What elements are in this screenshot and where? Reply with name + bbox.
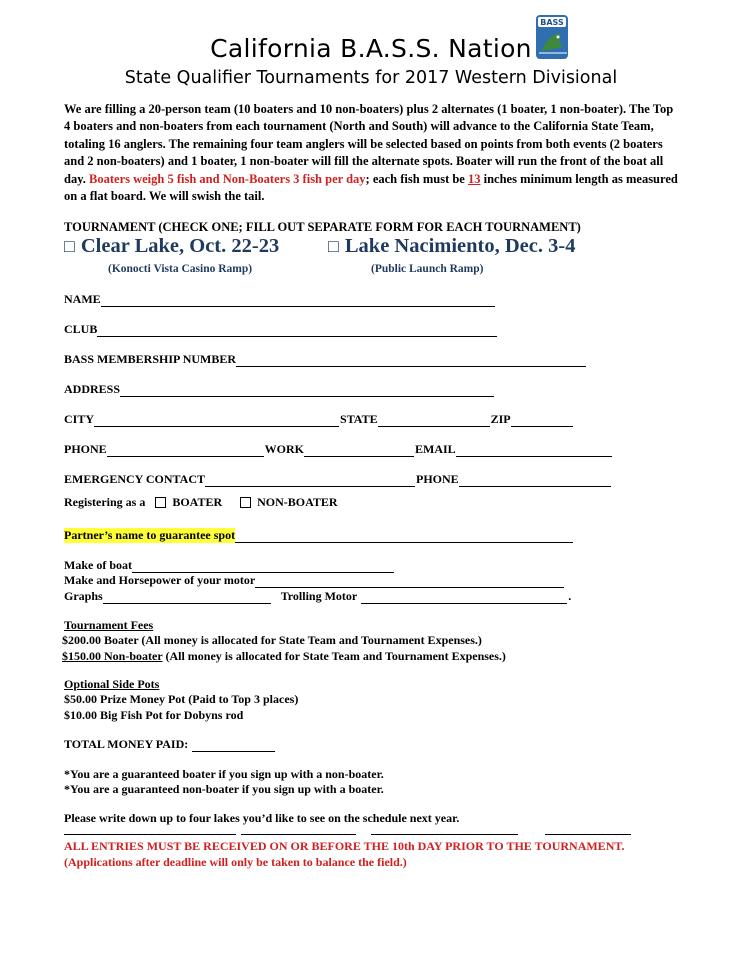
trolling-label: Trolling Motor (280, 589, 358, 603)
side-pots-heading: Optional Side Pots (64, 677, 160, 691)
graphs-field[interactable] (103, 592, 271, 604)
note-non-boater: *You are a guaranteed non-boater if you sign up with a boater. (64, 782, 384, 796)
total-field[interactable] (192, 740, 275, 752)
emergency-row (64, 472, 612, 487)
intro-text-1: We are filling a 20-person team (10 boaters and 10 non-boaters) plus 2 alternates (1 boater, 1 non-boater). The Top 4 boaters and non-boaters from each tournament (North and South) will advance to the California State Team, totaling 16 anglers. The remaining four team anglers will be selected based on points from both events (2 boaters and 2 non-boaters) and 1 boater, 1 non-boater will fill the alternate spots. Boater will run the front of the boat all day. (64, 102, 674, 186)
phone-row (64, 442, 613, 457)
name-field[interactable] (101, 295, 495, 307)
emergency-label: EMERGENCY CONTACT (64, 472, 206, 486)
club-field[interactable] (97, 325, 497, 337)
boat-row (64, 558, 395, 573)
non-boater-checkbox[interactable] (240, 497, 251, 508)
option-clear-lake[interactable] (64, 235, 279, 258)
intro-text-2: ; each fish must be (365, 171, 465, 186)
option-lake-nacimiento[interactable] (328, 235, 575, 258)
zip-field[interactable] (511, 415, 573, 427)
option-lake-nacimiento-label: Lake Nacimiento, Dec. 3-4 (344, 235, 576, 257)
partner-label: Partner’s name to guarantee spot (64, 528, 236, 542)
motor-label: Make and Horsepower of your motor (64, 573, 256, 587)
bass-logo (533, 13, 573, 63)
zip-label: ZIP (490, 412, 511, 426)
intro-text-3: inches minimum length as measured on a flat board. We will swish the tail. (64, 171, 678, 204)
trolling-period: . (568, 589, 572, 603)
city-field[interactable] (94, 415, 339, 427)
intro-weigh-rule: Boaters weigh 5 fish and Non-Boaters 3 fish per day (89, 171, 366, 186)
registering-row (64, 495, 338, 510)
lake-field-4[interactable] (545, 834, 631, 835)
prize-pot: $50.00 Prize Money Pot (Paid to Top 3 places) (64, 692, 299, 706)
intro-paragraph (64, 101, 682, 205)
lake-nacimiento-ramp: (Public Launch Ramp) (371, 263, 484, 275)
city-label: CITY (64, 412, 95, 426)
work-label: WORK (264, 442, 305, 456)
trolling-field[interactable] (361, 592, 567, 604)
partner-row (64, 528, 574, 543)
address-row (64, 382, 495, 397)
lake-field-2[interactable] (241, 834, 356, 835)
checkbox-icon[interactable]: □ (328, 236, 339, 256)
address-label: ADDRESS (64, 382, 121, 396)
total-row (64, 737, 276, 752)
work-field[interactable] (304, 445, 414, 457)
logo-text: BASS (540, 18, 564, 27)
name-label: NAME (64, 292, 101, 306)
boater-checkbox[interactable] (155, 497, 166, 508)
club-label: CLUB (64, 322, 98, 336)
motor-field[interactable] (255, 576, 564, 588)
late-notice: (Applications after deadline will only be taken to balance the field.) (64, 855, 407, 869)
city-row (64, 412, 574, 427)
boater-label: BOATER (172, 495, 223, 509)
graphs-row (64, 589, 571, 604)
address-field[interactable] (120, 385, 494, 397)
phone-label: PHONE (64, 442, 107, 456)
fee-non-boater (62, 649, 506, 664)
graphs-label: Graphs (64, 589, 103, 603)
partner-field[interactable] (235, 531, 573, 543)
clear-lake-ramp: (Konocti Vista Casino Ramp) (108, 263, 253, 275)
fee-boater: $200.00 Boater (All money is allocated for State Team and Tournament Expenses.) (62, 633, 482, 647)
fees-heading: Tournament Fees (64, 618, 154, 632)
emergency-field[interactable] (205, 475, 415, 487)
page-subtitle: State Qualifier Tournaments for 2017 Western Divisional (124, 68, 618, 88)
fee-non-boater-note: (All money is allocated for State Team and Tournament Expenses.) (165, 649, 506, 663)
email-label: EMAIL (415, 442, 456, 456)
lake-field-1[interactable] (64, 834, 236, 835)
fee-non-boater-amount: $150.00 Non-boater (62, 649, 163, 663)
boat-label: Make of boat (64, 558, 132, 572)
tournament-heading: TOURNAMENT (CHECK ONE; FILL OUT SEPARATE FORM FOR EACH TOURNAMENT) (64, 220, 581, 234)
checkbox-icon[interactable]: □ (64, 236, 75, 256)
lake-field-3[interactable] (371, 834, 518, 835)
emergency-phone-label: PHONE (416, 472, 459, 486)
emergency-phone-field[interactable] (459, 475, 611, 487)
deadline-notice: ALL ENTRIES MUST BE RECEIVED ON OR BEFORE THE 10th DAY PRIOR TO THE TOURNAMENT. (64, 839, 625, 853)
total-label: TOTAL MONEY PAID: (64, 737, 189, 751)
intro-min-length: 13 (467, 171, 481, 186)
bass-number-field[interactable] (236, 355, 586, 367)
bass-number-label: BASS MEMBERSHIP NUMBER (64, 352, 237, 366)
lakes-prompt: Please write down up to four lakes you’d like to see on the schedule next year. (64, 811, 460, 825)
name-row (64, 292, 496, 307)
note-boater: *You are a guaranteed boater if you sign up with a non-boater. (64, 767, 384, 781)
bass-number-row (64, 352, 587, 367)
big-fish-pot: $10.00 Big Fish Pot for Dobyns rod (64, 708, 244, 722)
page-title: California B.A.S.S. Nation (210, 34, 532, 63)
registering-label: Registering as a (64, 495, 146, 509)
state-field[interactable] (378, 415, 490, 427)
club-row (64, 322, 498, 337)
state-label: STATE (340, 412, 378, 426)
motor-row (64, 573, 565, 588)
non-boater-label: NON-BOATER (257, 495, 338, 509)
email-field[interactable] (456, 445, 612, 457)
option-clear-lake-label: Clear Lake, Oct. 22-23 (80, 235, 280, 257)
phone-field[interactable] (107, 445, 264, 457)
boat-field[interactable] (132, 561, 394, 573)
